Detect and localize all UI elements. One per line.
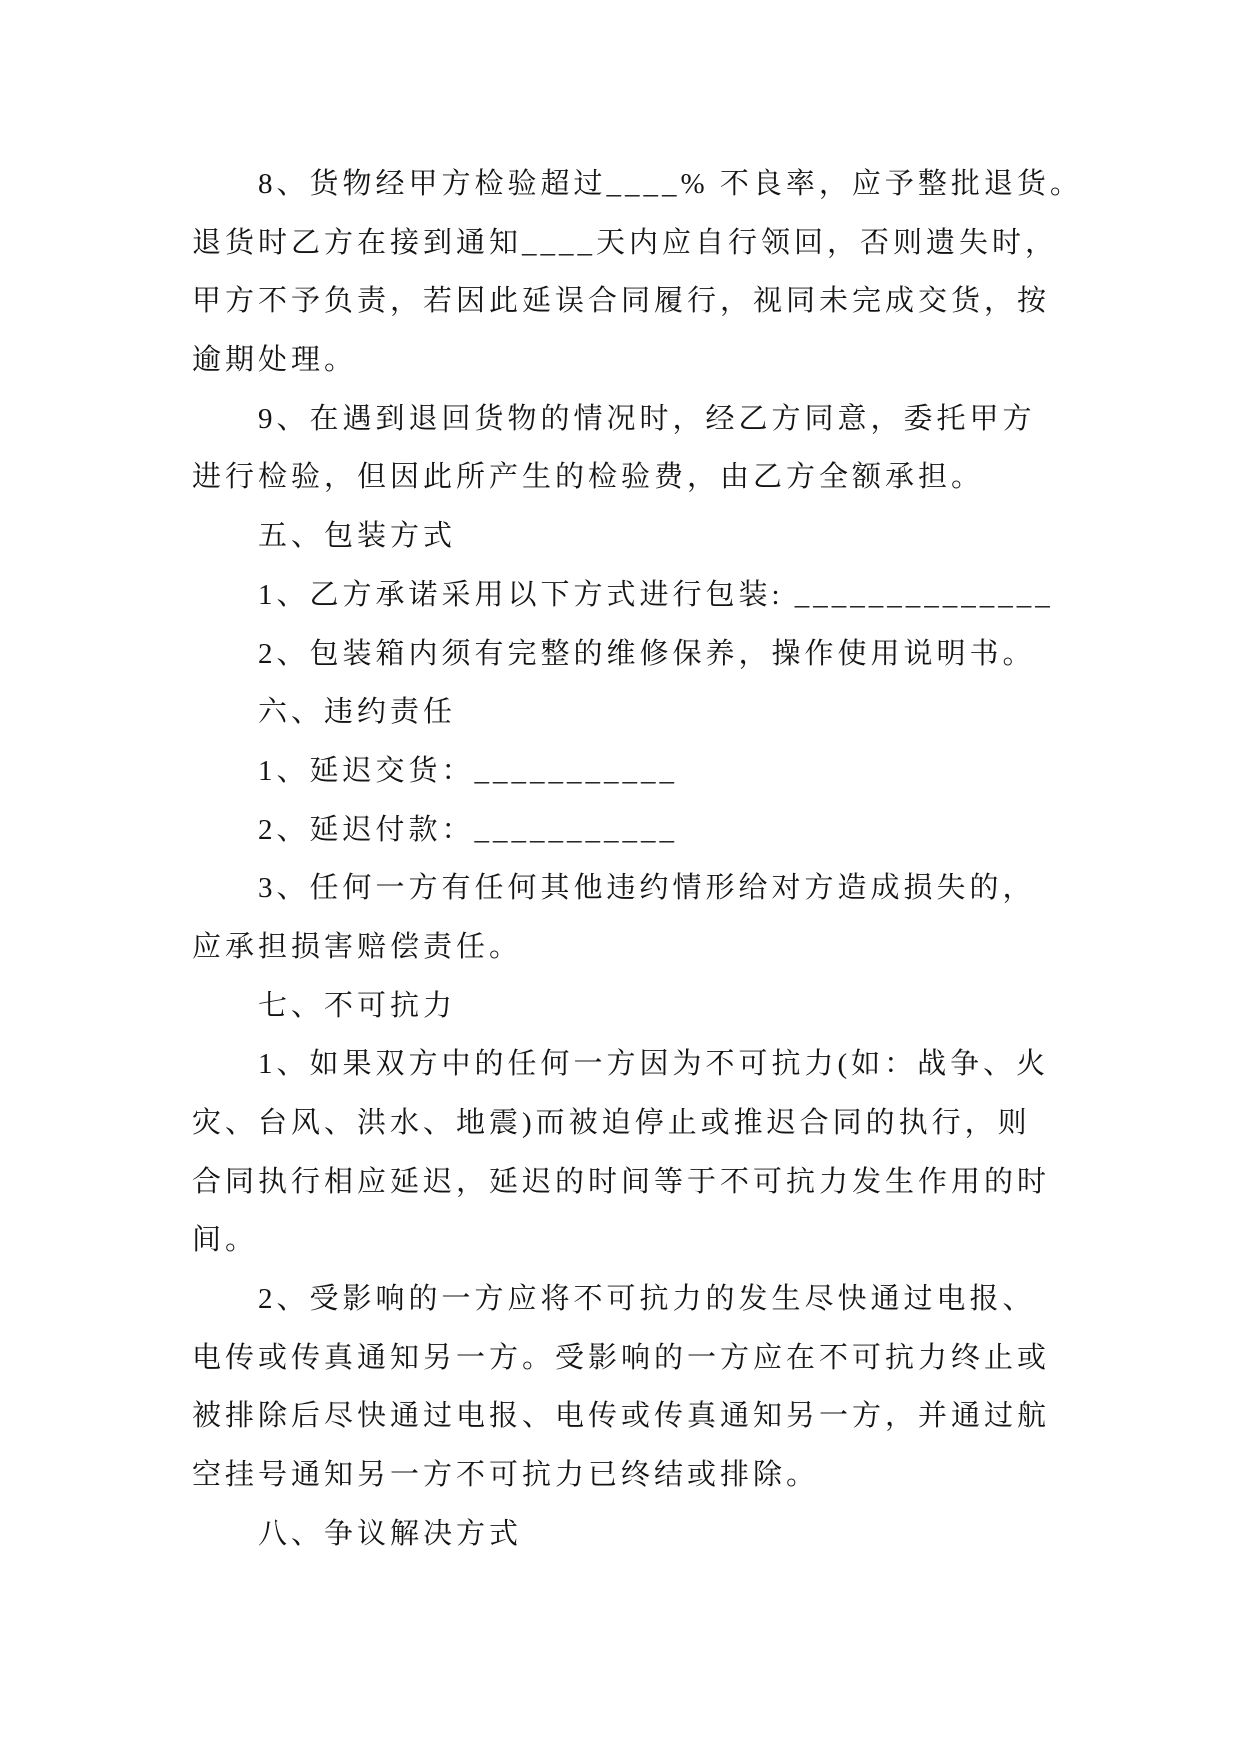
clause-paragraph [192, 566, 1121, 625]
paragraph-line: 1、如果双方中的任何一方因为不可抗力(如：战争、火 [258, 1048, 1050, 1081]
section-heading [192, 977, 1121, 1036]
paragraph-line: 间。 [192, 1224, 259, 1257]
section-heading [192, 683, 1121, 742]
paragraph-line: 2、受影响的一方应将不可抗力的发生尽快通过电报、 [258, 1283, 1036, 1316]
paragraph-line: 1、延迟交货：___________ [258, 754, 679, 787]
paragraph-line: 空挂号通知另一方不可抗力已终结或排除。 [192, 1459, 820, 1492]
paragraph-line: 灾、台风、洪水、地震)而被迫停止或推迟合同的执行，则 [192, 1107, 1031, 1139]
clause-paragraph [192, 859, 1121, 976]
section-heading [192, 507, 1121, 566]
paragraph-line: 2、延迟付款：___________ [258, 813, 679, 846]
paragraph-line: 9、在遇到退回货物的情况时，经乙方同意，委托甲方 [258, 402, 1036, 435]
section-heading-text: 六、违约责任 [258, 696, 457, 729]
clause-paragraph [192, 1270, 1121, 1505]
paragraph-line: 8、货物经甲方检验超过____% 不良率，应予整批退货。 [258, 168, 1083, 200]
paragraph-line: 进行检验，但因此所产生的检验费，由乙方全额承担。 [192, 461, 985, 494]
paragraph-line: 合同执行相应延迟，延迟的时间等于不可抗力发生作用的时 [192, 1165, 1051, 1198]
clause-paragraph [192, 625, 1121, 684]
paragraph-line: 逾期处理。 [192, 344, 358, 377]
section-heading-text: 八、争议解决方式 [258, 1517, 523, 1550]
clause-paragraph [192, 390, 1121, 507]
clause-paragraph [192, 742, 1121, 801]
section-heading-text: 五、包装方式 [258, 520, 457, 553]
paragraph-line: 应承担损害赔偿责任。 [192, 930, 523, 963]
section-heading [192, 1505, 1121, 1564]
paragraph-line: 甲方不予负责，若因此延误合同履行，视同未完成交货，按 [192, 285, 1051, 318]
clause-paragraph [192, 1035, 1121, 1270]
paragraph-line: 1、乙方承诺采用以下方式进行包装: ______________ [258, 578, 1054, 611]
paragraph-line: 退货时乙方在接到通知____天内应自行领回，否则遗失时， [192, 226, 1059, 259]
paragraph-line: 电传或传真通知另一方。受影响的一方应在不可抗力终止或 [192, 1341, 1051, 1374]
clause-paragraph [192, 801, 1121, 860]
section-heading-text: 七、不可抗力 [258, 989, 457, 1022]
paragraph-line: 被排除后尽快通过电报、电传或传真通知另一方，并通过航 [192, 1400, 1051, 1433]
paragraph-line: 2、包装箱内须有完整的维修保养，操作使用说明书。 [258, 637, 1036, 670]
clause-paragraph [192, 155, 1121, 390]
document-body [192, 155, 1121, 1564]
paragraph-line: 3、任何一方有任何其他违约情形给对方造成损失的， [258, 872, 1036, 905]
